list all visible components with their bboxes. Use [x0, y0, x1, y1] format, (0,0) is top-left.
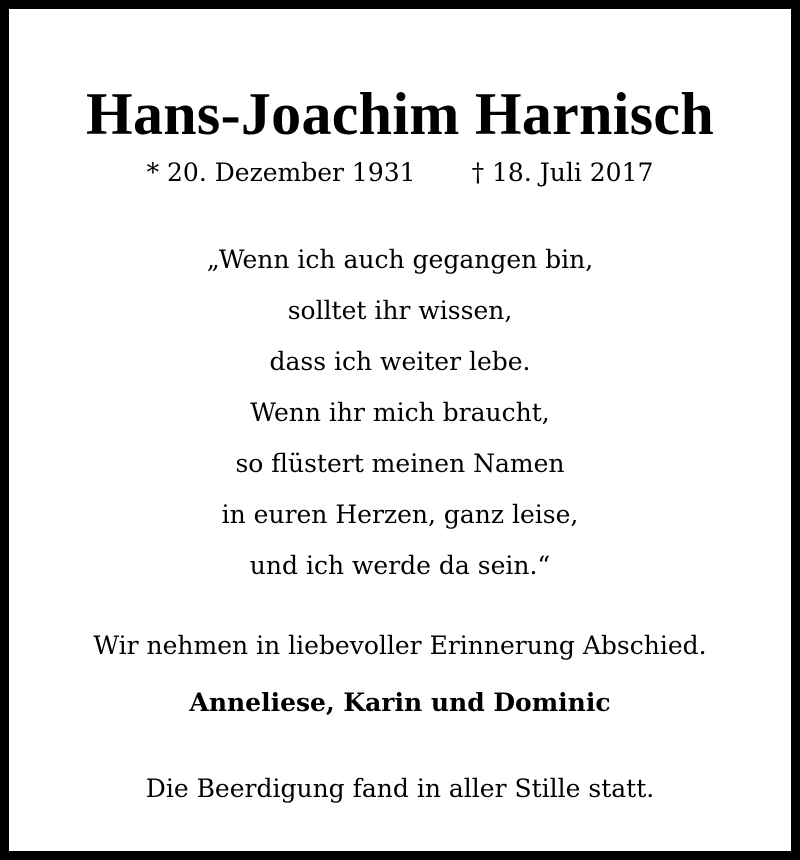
deceased-name: Hans-Joachim Harnisch [85, 81, 714, 147]
poem-line: dass ich weiter lebe. [269, 347, 531, 376]
memorial-poem [9, 234, 791, 591]
poem-line: Wenn ihr mich braucht, [250, 398, 550, 427]
mourners-names: Anneliese, Karin und Dominic [189, 688, 611, 717]
poem-line: in euren Herzen, ganz leise, [221, 500, 579, 529]
farewell-text: Wir nehmen in liebevoller Erinnerung Abschied. [93, 631, 707, 660]
poem-line: so flüstert meinen Namen [235, 449, 565, 478]
burial-note: Die Beerdigung fand in aller Stille statt. [145, 774, 655, 803]
poem-line: und ich werde da sein.“ [249, 551, 551, 580]
poem-line: solltet ihr wissen, [287, 296, 513, 325]
poem-line: „Wenn ich auch gegangen bin, [206, 245, 594, 274]
death-date: † 18. Juli 2017 [471, 158, 654, 187]
life-dates [9, 155, 791, 191]
birth-date: * 20. Dezember 1931 [146, 158, 416, 187]
